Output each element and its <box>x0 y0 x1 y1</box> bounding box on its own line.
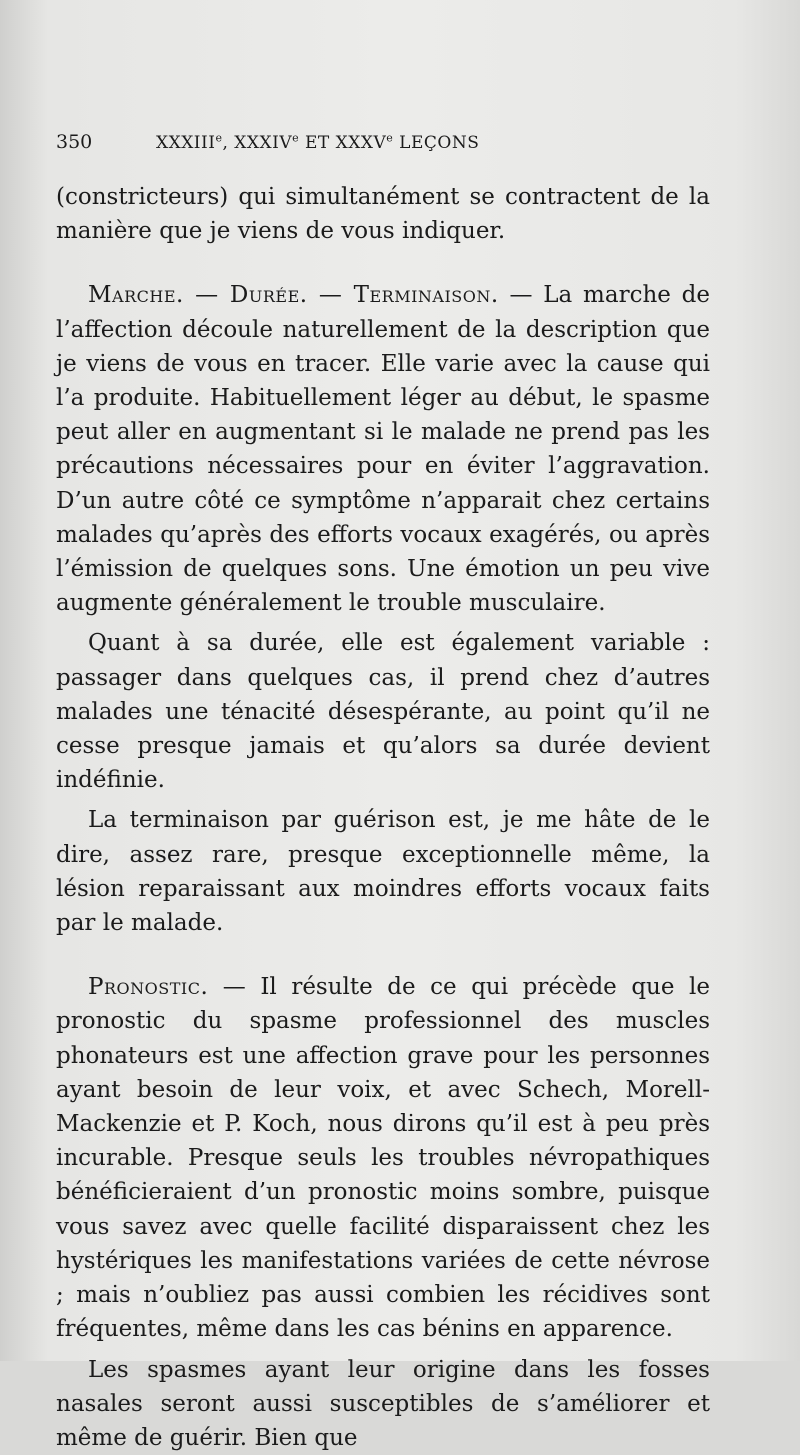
paragraph-marche-text: — La marche de l’affection découle naturellement de la description que je viens de vous en tracer. Elle varie avec la cause qui l’a produite. Habituellement léger au début, le spasme peut aller en augmentant si le malade ne prend pas les précautions nécessaires pour en éviter l’aggravation. D’un autre côté ce symptôme n’apparait chez certains malades qu’après des efforts vocaux exagérés, ou après l’émission de quelques sons. Une émotion un peu vive augmente généralement le trouble musculaire. <box>56 282 710 616</box>
paragraph-pronostic-text: — Il résulte de ce qui précède que le pronostic du spasme professionnel des muscles phonateurs est une affection grave pour les personnes ayant besoin de leur voix, et avec Schech, Morell-Mackenzie et P. Koch, nous dirons qu’il est à peu près incurable. Presque seuls les troubles névropathiques bénéficieraient d’un pronostic moins sombre, puisque vous savez avec quelle facilité disparaissent chez les hystériques les manifestations variées de cette névrose ; mais n’oubliez pas aussi combien les récidives sont fréquentes, même dans les cas bénins en apparence. <box>56 974 710 1342</box>
paragraph-continuation: (constricteurs) qui simultanément se contractent de la manière que je viens de vous indiquer. <box>56 180 710 248</box>
section-heading-marche: Marche. — Durée. — Terminaison. <box>88 282 499 308</box>
running-title-sup: e <box>386 131 393 144</box>
running-title-part: ET XXXV <box>299 133 386 153</box>
running-title <box>156 123 710 163</box>
paragraph-spasmes-nasales: Les spasmes ayant leur origine dans les fosses nasales seront aussi susceptibles de s’améliorer et même de guérir. Bien que <box>56 1353 710 1455</box>
running-title-part: , XXXIV <box>222 133 292 153</box>
running-title-part: LEÇONS <box>393 133 479 153</box>
running-title-part: XXXIII <box>156 133 215 153</box>
paragraph-marche <box>56 278 710 620</box>
paragraph-pronostic <box>56 970 710 1346</box>
section-heading-pronostic: Pronostic. <box>88 974 208 1000</box>
page-number: 350 <box>56 122 156 162</box>
paragraph-terminaison: La terminaison par guérison est, je me hâte de le dire, assez rare, presque exceptionnelle même, la lésion reparaissant aux moindres efforts vocaux faits par le malade. <box>56 803 710 940</box>
running-head <box>56 122 710 162</box>
page-text-block <box>56 122 710 1455</box>
paragraph-duree: Quant à sa durée, elle est également variable : passager dans quelques cas, il prend chez d’autres malades une ténacité désespérante, au point qu’il ne cesse presque jamais et qu’alors sa durée devient indéfinie. <box>56 626 710 797</box>
running-title-sup: e <box>292 131 299 144</box>
running-title-sup: e <box>215 131 222 144</box>
